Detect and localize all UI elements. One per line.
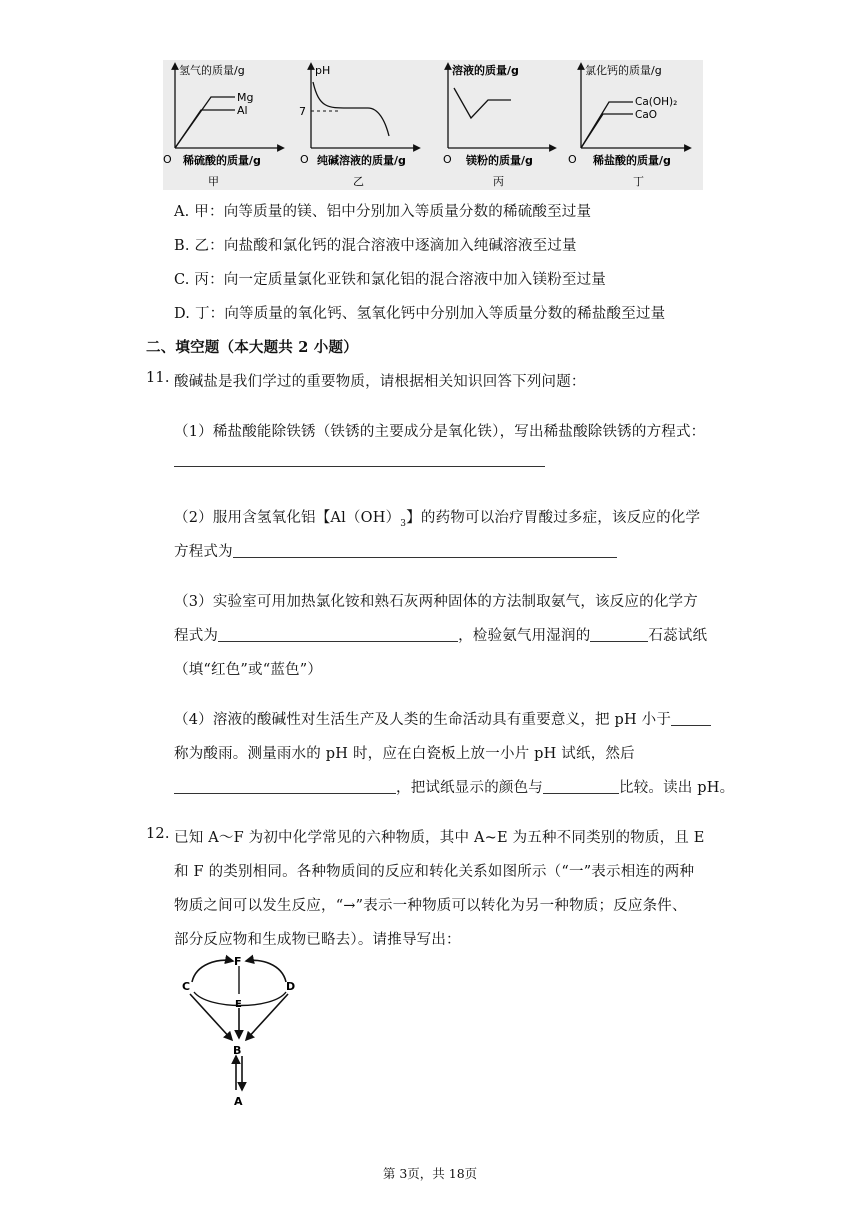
origin-yi: O bbox=[300, 153, 309, 166]
option-letter: D. bbox=[174, 306, 191, 322]
q11-part2-sub: 3 bbox=[400, 518, 407, 529]
graph-strip-svg bbox=[163, 60, 703, 190]
origin-bing: O bbox=[443, 153, 452, 166]
q11-number: 11. bbox=[146, 370, 170, 386]
caption-bing: 丙 bbox=[493, 175, 504, 188]
caption-ding: 丁 bbox=[633, 175, 644, 188]
ylabel-yi: pH bbox=[315, 64, 331, 77]
origin-ding: O bbox=[568, 153, 577, 166]
node-f: F bbox=[234, 955, 242, 968]
q11-part3-b: 程式为 bbox=[174, 628, 219, 644]
q12-line2: 和 F 的类别相同。各种物质间的反应和转化关系如图所示（“一”表示相连的两种 bbox=[174, 864, 695, 880]
series-mg: Mg bbox=[237, 91, 254, 104]
option-text: 丙：向一定质量氯化亚铁和氯化铝的混合溶液中加入镁粉至过量 bbox=[194, 272, 607, 288]
answer-blank-2[interactable] bbox=[233, 543, 617, 558]
q11-part4-line3 bbox=[174, 776, 734, 797]
relationship-diagram-svg bbox=[178, 950, 308, 1110]
section-heading bbox=[146, 336, 358, 357]
option-c bbox=[174, 268, 606, 289]
option-text: 丁：向等质量的氧化钙、氢氧化钙中分别加入等质量分数的稀盐酸至过量 bbox=[194, 306, 666, 322]
q11-part2-line2 bbox=[174, 540, 617, 561]
node-e: E bbox=[235, 999, 242, 1010]
answer-blank-7[interactable] bbox=[543, 779, 619, 794]
node-d: D bbox=[286, 980, 296, 993]
option-text: 甲：向等质量的镁、铝中分别加入等质量分数的稀硫酸至过量 bbox=[194, 204, 592, 220]
xlabel-jia: 稀硫酸的质量/g bbox=[183, 154, 261, 167]
q11-part4-c: ，把试纸显示的颜色与 bbox=[396, 780, 543, 796]
answer-blank-5[interactable] bbox=[671, 711, 711, 726]
ylabel-jia: 氢气的质量/g bbox=[179, 64, 245, 77]
q11-part4-a: （4）溶液的酸碱性对生活生产及人类的生命活动具有重要意义，把 pH 小于 bbox=[174, 712, 672, 728]
answer-blank-3[interactable] bbox=[218, 627, 458, 642]
option-letter: B. bbox=[174, 238, 190, 254]
series-caoh2: Ca(OH)₂ bbox=[635, 96, 678, 108]
caoh2-line bbox=[581, 102, 633, 148]
solution-mass-line bbox=[454, 88, 511, 118]
q12-line3: 物质之间可以发生反应，“→”表示一种物质可以转化为另一种物质；反应条件、 bbox=[174, 898, 687, 914]
answer-blank-1[interactable] bbox=[174, 452, 545, 467]
al-line bbox=[175, 110, 235, 148]
q11-part2-b: 】的药物可以治疗胃酸过多症，该反应的化学 bbox=[406, 510, 701, 526]
q11-part3-line2 bbox=[174, 624, 707, 645]
graph-bing bbox=[443, 63, 553, 188]
series-cao: CaO bbox=[635, 109, 658, 121]
page-footer: 第 3页，共 18页 bbox=[382, 1166, 478, 1181]
q11-part4-d: 比较。读出 pH。 bbox=[619, 780, 735, 796]
xlabel-bing: 镁粉的质量/g bbox=[466, 154, 533, 167]
section-title-prefix: 二、填空题（本大题共 bbox=[146, 339, 299, 356]
graph-ding bbox=[568, 63, 688, 188]
option-b bbox=[174, 234, 577, 255]
q11-part2-line1 bbox=[174, 506, 700, 529]
node-a: A bbox=[234, 1095, 243, 1108]
graph-jia bbox=[163, 63, 281, 188]
option-text: 乙：向盐酸和氯化钙的混合溶液中逐滴加入纯碱溶液至过量 bbox=[194, 238, 577, 254]
relationship-diagram bbox=[178, 950, 308, 1110]
ph-curve bbox=[313, 82, 389, 136]
tick-7: 7 bbox=[299, 105, 306, 118]
answer-blank-6[interactable] bbox=[174, 779, 396, 794]
graph-panel bbox=[163, 60, 703, 190]
q11-part3-line3: （填“红色”或“蓝色”） bbox=[174, 662, 323, 678]
option-a bbox=[174, 200, 591, 221]
option-letter: A. bbox=[174, 204, 190, 220]
q11-part3-d: 石蕊试纸 bbox=[648, 628, 708, 644]
xlabel-yi: 纯碱溶液的质量/g bbox=[317, 154, 406, 167]
mg-line bbox=[175, 97, 235, 148]
graph-yi bbox=[299, 64, 417, 188]
q11-stem: 酸碱盐是我们学过的重要物质，请根据相关知识回答下列问题： bbox=[174, 374, 586, 390]
q11-part3-line1: （3）实验室可用加热氯化铵和熟石灰两种固体的方法制取氨气，该反应的化学方 bbox=[174, 594, 698, 610]
q12-line4: 部分反应物和生成物已略去）。请推导写出： bbox=[174, 932, 461, 948]
ylabel-ding: 氯化钙的质量/g bbox=[585, 64, 662, 77]
q11-part3-c: ，检验氨气用湿润的 bbox=[458, 628, 591, 644]
q11-part4-line2: 称为酸雨。测量雨水的 pH 时，应在白瓷板上放一小片 pH 试纸，然后 bbox=[174, 746, 635, 762]
section-title-suffix: 小题） bbox=[308, 339, 358, 356]
q11-part2-c: 方程式为 bbox=[174, 544, 233, 560]
q12-number: 12. bbox=[146, 826, 170, 842]
answer-blank-4[interactable] bbox=[590, 627, 648, 642]
q11-part2-a: （2）服用含氢氧化铝【Al（OH） bbox=[174, 510, 401, 526]
node-b: B bbox=[233, 1044, 242, 1057]
option-letter: C. bbox=[174, 272, 190, 288]
q11-part1: （1）稀盐酸能除铁锈（铁锈的主要成分是氧化铁），写出稀盐酸除铁锈的方程式： bbox=[174, 424, 706, 440]
cao-line bbox=[581, 114, 633, 148]
q11-part4-line1 bbox=[174, 708, 711, 729]
caption-yi: 乙 bbox=[353, 175, 364, 188]
option-d bbox=[174, 302, 665, 323]
series-al: Al bbox=[237, 104, 248, 117]
node-c: C bbox=[182, 980, 191, 993]
ylabel-bing: 溶液的质量/g bbox=[452, 64, 519, 77]
section-title-num: 2 bbox=[298, 339, 309, 356]
xlabel-ding: 稀盐酸的质量/g bbox=[593, 154, 671, 167]
q12-line1: 已知 A～F 为初中化学常见的六种物质，其中 A~E 为五种不同类别的物质，且 E bbox=[174, 830, 705, 846]
origin-jia: O bbox=[163, 153, 172, 166]
caption-jia: 甲 bbox=[208, 175, 219, 188]
